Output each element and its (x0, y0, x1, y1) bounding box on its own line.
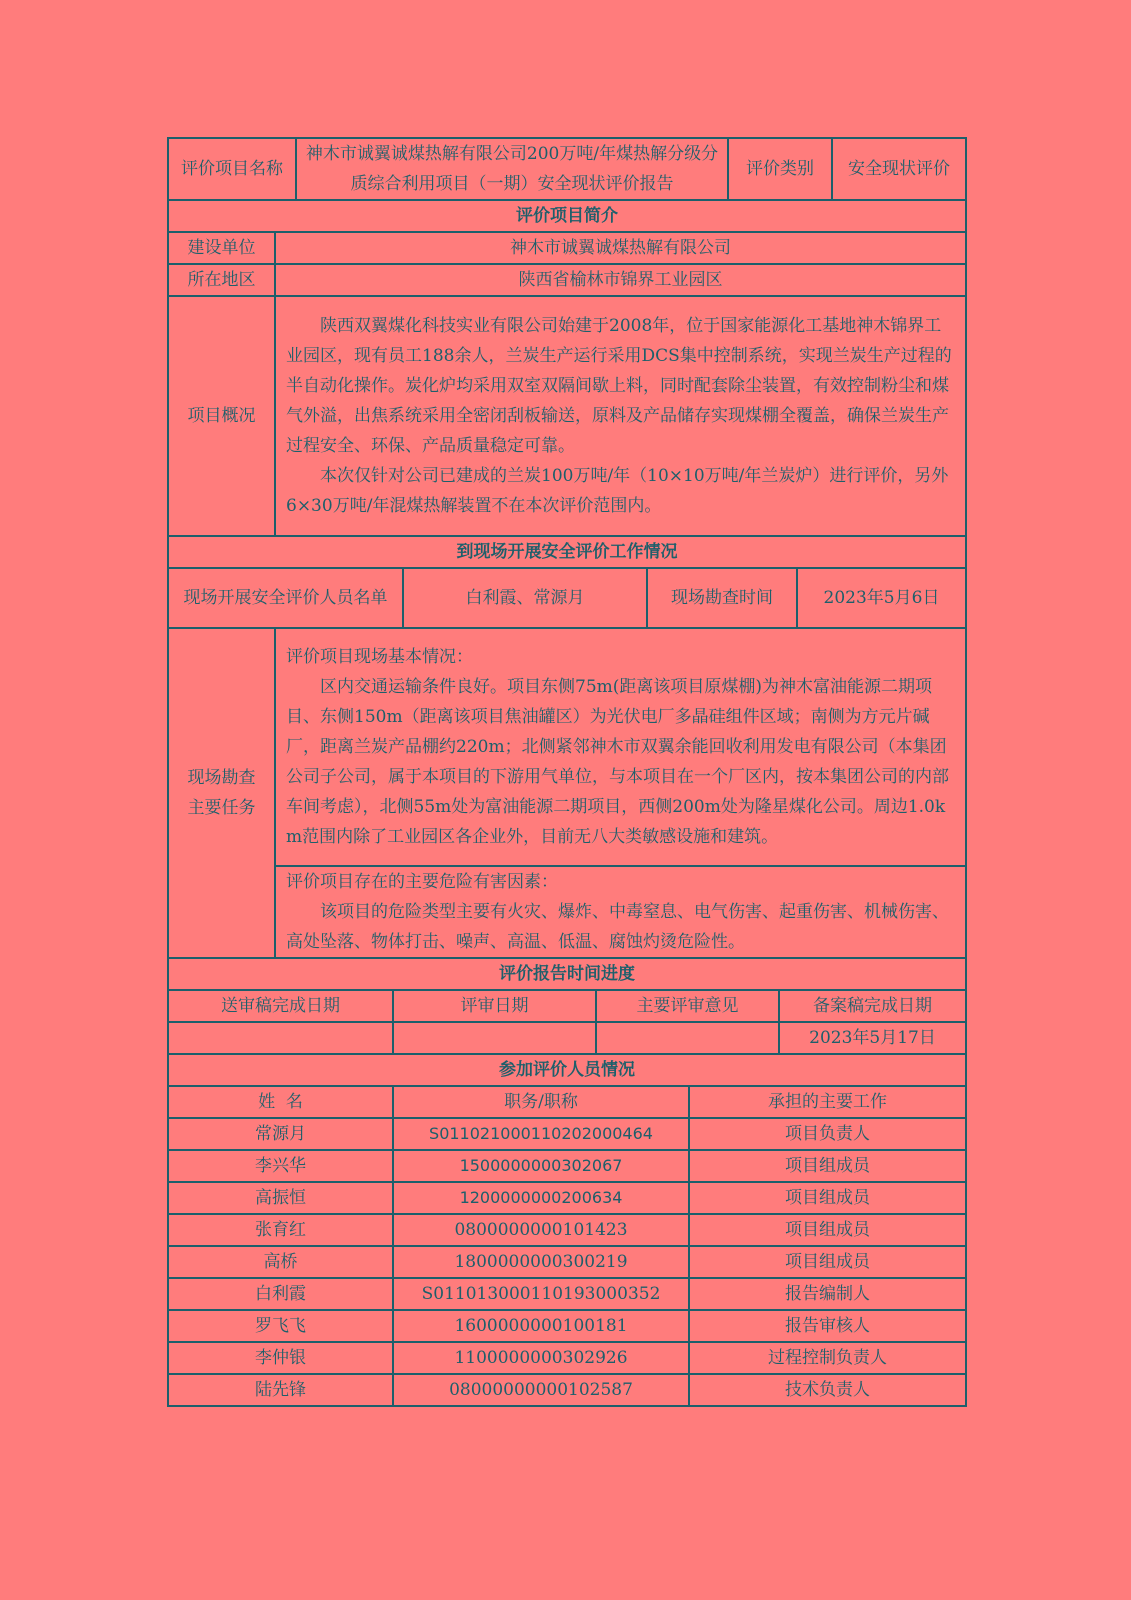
site-hazard-heading: 评价项目存在的主要危险有害因素： (286, 872, 558, 892)
staff-role: 报告编制人 (689, 1278, 966, 1310)
staff-name: 高振恒 (168, 1182, 393, 1214)
staff-section-title: 参加评价人员情况 (168, 1054, 966, 1086)
schedule-opinion (596, 1022, 779, 1054)
staff-name: 白利霞 (168, 1278, 393, 1310)
overview-cell (275, 296, 966, 536)
site-staff: 白利霞、常源月 (403, 568, 647, 628)
staff-name: 陆先锋 (168, 1374, 393, 1406)
location-label: 所在地区 (168, 264, 275, 296)
staff-id: S011013000110193000352 (393, 1278, 689, 1310)
staff-col-name: 姓 名 (168, 1086, 393, 1118)
eval-type: 安全现状评价 (832, 138, 966, 200)
staff-name: 李兴华 (168, 1150, 393, 1182)
staff-id: 1600000000100181 (393, 1310, 689, 1342)
staff-role: 报告审核人 (689, 1310, 966, 1342)
schedule-col-review: 评审日期 (393, 990, 596, 1022)
site-time: 2023年5月6日 (797, 568, 966, 628)
staff-id: 1500000000302067 (393, 1150, 689, 1182)
builder: 神木市诚翼诚煤热解有限公司 (275, 232, 966, 264)
staff-role: 过程控制负责人 (689, 1342, 966, 1374)
staff-col-title: 职务/职称 (393, 1086, 689, 1118)
table-row (168, 1278, 966, 1310)
staff-name: 罗飞飞 (168, 1310, 393, 1342)
site-basic-cell (275, 628, 966, 866)
site-task-table (167, 627, 967, 991)
staff-id: 0800000000101423 (393, 1214, 689, 1246)
staff-id: 08000000000102587 (393, 1374, 689, 1406)
site-staff-label: 现场开展安全评价人员名单 (168, 568, 403, 628)
table-row (168, 1118, 966, 1150)
staff-id: 1800000000300219 (393, 1246, 689, 1278)
table-row (168, 1342, 966, 1374)
schedule-filing-date: 2023年5月17日 (779, 1022, 966, 1054)
schedule-section-title: 评价报告时间进度 (168, 958, 966, 990)
staff-role: 项目组成员 (689, 1246, 966, 1278)
site-section-title: 到现场开展安全评价工作情况 (168, 536, 966, 568)
staff-name: 常源月 (168, 1118, 393, 1150)
builder-label: 建设单位 (168, 232, 275, 264)
staff-role: 项目组成员 (689, 1214, 966, 1246)
staff-role: 项目组成员 (689, 1182, 966, 1214)
staff-name: 李仲银 (168, 1342, 393, 1374)
overview-label: 项目概况 (168, 296, 275, 536)
staff-id: 1200000000200634 (393, 1182, 689, 1214)
site-hazard-text: 该项目的危险类型主要有火灾、爆炸、中毒窒息、电气伤害、起重伤害、机械伤害、高处坠落、物体打击、噪声、高温、低温、腐蚀灼烫危险性。 (286, 902, 949, 952)
table-row (168, 1374, 966, 1406)
staff-id: 1100000000302926 (393, 1342, 689, 1374)
site-basic-text: 区内交通运输条件良好。项目东侧75m(距离该项目原煤棚)为神木富油能源二期项目、东侧150m（距离该项目焦油罐区）为光伏电厂多晶硅组件区域；南侧为方元片碱厂，距离兰炭产品棚约220m；北侧紧邻神木市双翼余能回收利用发电有限公司（本集团公司子公司，属于本项目的下游用气单位，与本项目在一个厂区内，按本集团公司的内部车间考虑），北侧55m处为富油能源二期项目，西侧200m处为隆星煤化公司。周边1.0km范围内除了工业园区各企业外，目前无八大类敏感设施和建筑。 (286, 677, 949, 847)
site-task-label: 现场勘查主要任务 (168, 628, 275, 958)
table-row (168, 1150, 966, 1182)
site-basic-heading: 评价项目现场基本情况： (286, 647, 473, 667)
staff-role: 项目组成员 (689, 1150, 966, 1182)
schedule-col-opinion: 主要评审意见 (596, 990, 779, 1022)
table-row (168, 1214, 966, 1246)
staff-id: S011021000110202000464 (393, 1118, 689, 1150)
schedule-table (167, 989, 967, 1055)
table-row (168, 1246, 966, 1278)
overview-paragraph-2: 本次仅针对公司已建成的兰炭100万吨/年（10×10万吨/年兰炭炉）进行评价，另外6×30万吨/年混煤热解装置不在本次评价范围内。 (286, 466, 949, 516)
overview-paragraph-1: 陕西双翼煤化科技实业有限公司始建于2008年，位于国家能源化工基地神木锦界工业园区，现有员工188余人，兰炭生产运行采用DCS集中控制系统，实现兰炭生产过程的半自动化操作。炭化炉均采用双室双隔间歇上料，同时配套除尘装置，有效控制粉尘和煤气外溢，出焦系统采用全密闭刮板输送，原料及产品储存实现煤棚全覆盖，确保兰炭生产过程安全、环保、产品质量稳定可靠。 (286, 316, 952, 456)
site-hazard-cell (275, 866, 966, 958)
evaluation-form (167, 137, 965, 1407)
intro-table (167, 199, 967, 569)
staff-name: 张育红 (168, 1214, 393, 1246)
table-row (168, 1182, 966, 1214)
staff-role: 项目负责人 (689, 1118, 966, 1150)
staff-name: 高桥 (168, 1246, 393, 1278)
site-staff-table (167, 567, 967, 629)
schedule-col-submit: 送审稿完成日期 (168, 990, 393, 1022)
table-row (168, 1310, 966, 1342)
schedule-submit-date (168, 1022, 393, 1054)
project-name: 神木市诚翼诚煤热解有限公司200万吨/年煤热解分级分质综合利用项目（一期）安全现状评价报告 (296, 138, 728, 200)
site-time-label: 现场勘查时间 (647, 568, 797, 628)
staff-table (167, 1053, 967, 1407)
intro-section-title: 评价项目简介 (168, 200, 966, 232)
header-table (167, 137, 967, 201)
schedule-review-date (393, 1022, 596, 1054)
staff-role: 技术负责人 (689, 1374, 966, 1406)
schedule-col-filing: 备案稿完成日期 (779, 990, 966, 1022)
project-name-label: 评价项目名称 (168, 138, 296, 200)
location: 陕西省榆林市锦界工业园区 (275, 264, 966, 296)
eval-type-label: 评价类别 (728, 138, 832, 200)
staff-col-work: 承担的主要工作 (689, 1086, 966, 1118)
